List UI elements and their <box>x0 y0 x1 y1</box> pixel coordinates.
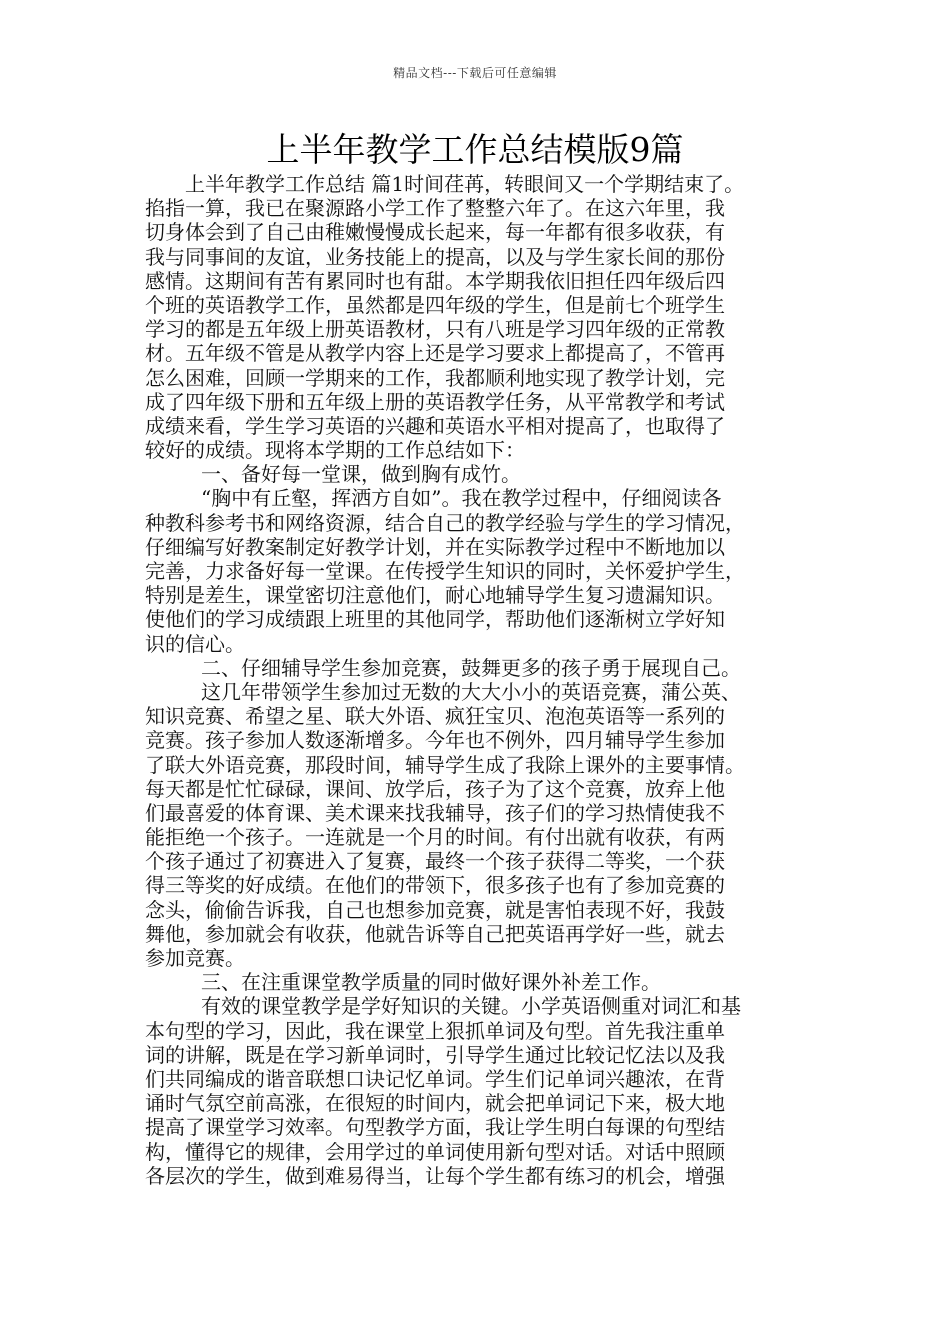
text-line: 怎么困难，回顾一学期来的工作，我都顺利地实现了教学计划，完 <box>145 365 725 390</box>
text-line: 掐指一算，我已在聚源路小学工作了整整六年了。在这六年里，我 <box>145 196 725 221</box>
text-line: 切身体会到了自己由稚嫩慢慢成长起来，每一年都有很多收获，有 <box>145 220 725 245</box>
section-heading: 二、仔细辅导学生参加竞赛，鼓舞更多的孩子勇于展现自己。 <box>201 655 741 680</box>
text-line: 识的信心。 <box>145 631 245 656</box>
text-line: 仔细编写好教案制定好教学计划，并在实际教学过程中不断地加以 <box>145 534 725 559</box>
text-line: 使他们的学习成绩跟上班里的其他同学，帮助他们逐渐树立学好知 <box>145 607 725 632</box>
text-line: 个班的英语教学工作，虽然都是四年级的学生，但是前七个班学生 <box>145 292 725 317</box>
text-line: 念头，偷偷告诉我，自己也想参加竞赛，就是害怕表现不好，我鼓 <box>145 897 725 922</box>
text-line: 们共同编成的谐音联想口诀记忆单词。学生们记单词兴趣浓，在背 <box>145 1066 725 1091</box>
text-line: 成绩来看，学生学习英语的兴趣和英语水平相对提高了，也取得了 <box>145 413 725 438</box>
section-heading: 一、备好每一堂课，做到胸有成竹。 <box>201 462 521 487</box>
text-line: 竞赛。孩子参加人数逐渐增多。今年也不例外，四月辅导学生参加 <box>145 728 725 753</box>
text-line: 舞他，参加就会有收获，他就告诉等自己把英语再学好一些，就去 <box>145 921 725 946</box>
text-line: 各层次的学生，做到难易得当，让每个学生都有练习的机会，增强 <box>145 1163 725 1188</box>
text-line: 了联大外语竞赛，那段时间，辅导学生成了我除上课外的主要事情。 <box>145 752 745 777</box>
text-line: 完善，力求备好每一堂课。在传授学生知识的同时，关怀爱护学生， <box>145 559 745 583</box>
text-line: 本句型的学习，因此，我在课堂上狠抓单词及句型。首先我注重单 <box>145 1018 725 1043</box>
text-line: 这几年带领学生参加过无数的大大小小的英语竞赛，蒲公英、 <box>201 679 741 704</box>
document-body <box>145 172 825 1188</box>
text-line: 学习的都是五年级上册英语教材，只有八班是学习四年级的正常教 <box>145 317 725 342</box>
text-line: “胸中有丘壑，挥洒方自如”。我在教学过程中，仔细阅读各 <box>201 486 722 511</box>
text-line: 提高了课堂学习效率。句型教学方面，我让学生明白每课的句型结 <box>145 1115 725 1140</box>
section-heading: 三、在注重课堂教学质量的同时做好课外补差工作。 <box>201 970 661 995</box>
text-line: 种教科参考书和网络资源，结合自己的教学经验与学生的学习情况， <box>145 510 745 535</box>
text-line: 有效的课堂教学是学好知识的关键。小学英语侧重对词汇和基 <box>201 994 741 1019</box>
text-line: 构，懂得它的规律，会用学过的单词使用新句型对话。对话中照顾 <box>145 1139 725 1164</box>
text-line: 成了四年级下册和五年级上册的英语教学任务，从平常教学和考试 <box>145 389 725 414</box>
text-line: 个孩子通过了初赛进入了复赛，最终一个孩子获得二等奖，一个获 <box>145 849 725 874</box>
text-line: 词的讲解，既是在学习新单词时，引导学生通过比较记忆法以及我 <box>145 1042 725 1067</box>
text-line: 诵时气氛空前高涨，在很短的时间内，就会把单词记下来，极大地 <box>145 1091 725 1116</box>
text-line: 特别是差生，课堂密切注意他们，耐心地辅导学生复习遗漏知识。 <box>145 583 725 608</box>
text-line: 能拒绝一个孩子。一连就是一个月的时间。有付出就有收获，有两 <box>145 825 725 850</box>
text-line: 们最喜爱的体育课、美术课来找我辅导，孩子们的学习热情使我不 <box>145 800 725 825</box>
text-line: 得三等奖的好成绩。在他们的带领下，很多孩子也有了参加竞赛的 <box>145 873 725 898</box>
text-line: 材。五年级不管是从教学内容上还是学习要求上都提高了，不管再 <box>145 341 725 366</box>
text-line: 知识竞赛、希望之星、联大外语、疯狂宝贝、泡泡英语等一系列的 <box>145 704 725 729</box>
text-line: 参加竞赛。 <box>145 946 245 970</box>
text-line: 我与同事间的友谊，业务技能上的提高，以及与学生家长间的那份 <box>145 244 725 269</box>
header-watermark: 精品文档---下载后可任意编辑 <box>393 66 557 80</box>
text-line: 上半年教学工作总结 篇1时间荏苒，转眼间又一个学期结束了。 <box>185 172 745 196</box>
text-line: 较好的成绩。现将本学期的工作总结如下： <box>145 438 525 463</box>
text-line: 感情。这期间有苦有累同时也有甜。本学期我依旧担任四年级后四 <box>145 268 725 293</box>
document-title: 上半年教学工作总结模版9篇 <box>266 130 684 169</box>
text-line: 每天都是忙忙碌碌，课间、放学后，孩子为了这个竞赛，放弃上他 <box>145 776 725 801</box>
